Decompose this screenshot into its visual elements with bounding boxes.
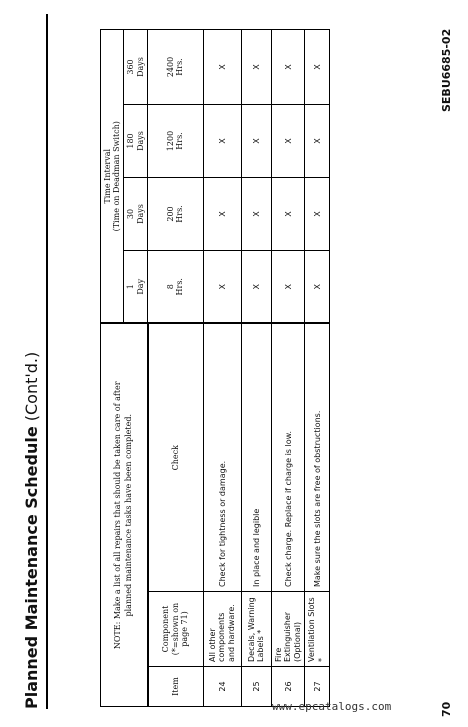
check-description: In place and legible [241,324,271,592]
interval-mark: X [305,29,329,104]
note-cell [101,324,148,707]
component-name: Fire Extinguisher (Optional) [271,592,305,667]
maintenance-table [100,29,330,707]
interval-mark: X [271,178,305,251]
table-row [305,29,329,706]
interval-mark: X [203,105,241,178]
interval-mark: X [271,105,305,178]
document-number: SEBU6685-02 [440,28,453,112]
interval-mark: X [241,178,271,251]
title-rule [46,14,48,709]
table-row [271,29,305,706]
item-number: 27 [305,667,329,707]
time-interval-sublabel: (Time on Deadman Switch) [112,121,121,232]
interval-mark: X [241,29,271,104]
page-title-main: Planned Maintenance Schedule [22,426,41,709]
note-line-1: NOTE: Make a list of all repairs that should be taken care of after [113,381,123,650]
watermark-text: www.epcatalogs.com [272,700,392,713]
item-number: 25 [241,667,271,707]
interval-header-1: 1 Day [124,251,148,324]
interval-mark: X [305,105,329,178]
interval-mark: X [305,251,329,324]
time-interval-header [101,29,124,323]
check-description: Check charge. Replace if charge is low. [271,324,305,592]
interval-header-3: 180 Days [124,105,148,178]
item-number: 24 [203,667,241,707]
col-header-item: Item [148,667,204,707]
check-description: Make sure the slots are free of obstructions. [305,324,329,592]
hours-header-3: 1200 Hrs. [148,105,204,178]
interval-mark: X [203,251,241,324]
header-row-3 [148,29,204,706]
table-row [241,29,271,706]
header-row-1 [101,29,124,706]
interval-mark: X [271,29,305,104]
page-title [22,352,41,709]
interval-mark: X [241,105,271,178]
check-description: Check for tightness or damage. [203,324,241,592]
hours-header-1: 8 Hrs. [148,251,204,324]
interval-mark: X [305,178,329,251]
component-name: Decals, Warning Labels * [241,592,271,667]
component-name: Ventilation Slots * [305,592,329,667]
hours-header-4: 2400 Hrs. [148,29,204,104]
component-name: All other components and hardware. [203,592,241,667]
interval-mark: X [203,178,241,251]
interval-mark: X [241,251,271,324]
note-line-2: planned maintenance tasks have been completed. [123,414,133,617]
hours-header-2: 200 Hrs. [148,178,204,251]
page-title-suffix: (Cont'd.) [22,351,41,427]
time-interval-label: Time Interval [103,148,112,204]
page-number: 70 [440,701,453,717]
col-header-component: Component (*=shown on page 71) [148,592,204,667]
interval-mark: X [203,29,241,104]
item-number: 26 [271,667,305,707]
interval-header-4: 360 Days [124,29,148,104]
interval-header-2: 30 Days [124,178,148,251]
table-row [203,29,241,706]
interval-mark: X [271,251,305,324]
col-header-check: Check [148,324,204,592]
